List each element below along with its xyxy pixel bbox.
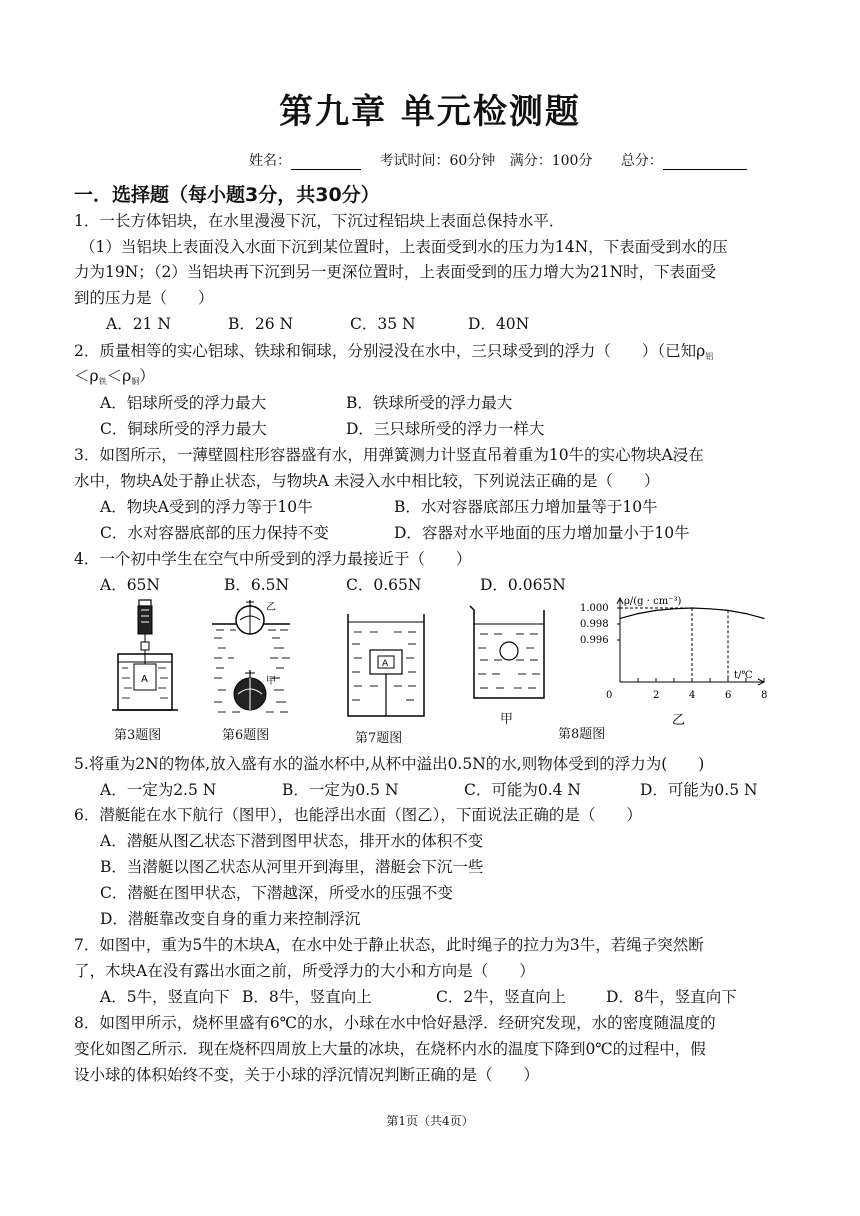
caption-fig6: 第6题图 [222,728,270,743]
caption-yi: 乙 [672,713,686,728]
q3-stem-2: 水中，物块A处于静止状态，与物块A 未浸入水中相比较，下列说法正确的是（ ） [74,472,660,490]
q5-option-d: D．可能为0.5 N [640,781,758,799]
caption-fig7: 第7题图 [355,731,403,746]
exam-time: 考试时间：60分钟 [379,153,496,169]
q1-option-b: B．26 N [228,315,294,333]
full-score: 满分：100分 [509,153,593,169]
data-point [655,610,656,611]
data-point [709,608,710,609]
q4-option-c: C．0.65N [346,576,422,594]
data-point [673,608,674,609]
q2-sub-cu: 铜 [131,377,140,386]
q6-option-a: A．潜艇从图乙状态下潜到图甲状态，排开水的体积不变 [100,832,484,850]
q6-option-c: C．潜艇在图甲状态，下潜越深，所受水的压强不变 [100,884,453,902]
chart-xlabel: t/℃ [734,670,753,681]
q6-option-b: B．当潜艇以图乙状态从河里开到海里，潜艇会下沉一些 [100,858,484,876]
figure-6-label-top: 乙 [266,602,276,613]
q4-option-a: A．65N [100,576,160,594]
figure-6-label-bottom: 甲 [266,676,276,687]
q1-stem-2: （1）当铝块上表面没入水面下沉到某位置时，上表面受到水的压力为14N，下表面受到水的压 [80,238,728,256]
q1-option-a: A．21 N [106,315,171,333]
q2-sub-al: 铝 [705,352,714,361]
q6-option-d: D．潜艇靠改变自身的重力来控制浮沉 [100,910,361,928]
y-tick-label: 0.996 [580,635,609,646]
q7-option-d: D．8牛，竖直向下 [606,988,737,1006]
page-footer: 第1页（共4页） [386,1114,474,1128]
q2-option-b: B．铁球所受的浮力最大 [346,394,513,412]
density-chart [574,592,770,730]
figure-7 [344,612,428,722]
y-tick-label: 1.000 [580,603,609,614]
name-label: 姓名： [249,153,291,169]
q5-option-c: C．可能为0.4 N [464,781,581,799]
q3-option-a: A．物块A受到的浮力等于10牛 [100,498,313,516]
q2-sub-fe: 铁 [98,377,107,386]
data-point [637,613,638,614]
data-point [745,613,746,614]
q3-option-d: D．容器对水平地面的压力增加量小于10牛 [394,524,690,542]
q4-option-b: B．6.5N [224,576,290,594]
page-title: 第九章 单元检测题 [279,92,581,132]
data-point [691,607,692,608]
caption-fig3: 第3题图 [114,728,162,743]
q1-stem-3: 力为19N；（2）当铝块再下沉到另一更深位置时，上表面受到的压力增大为21N时，下表面受 [74,263,717,281]
q7-option-a: A．5牛，竖直向下 [100,988,230,1006]
q6-stem: 6．潜艇能在水下航行（图甲），也能浮出水面（图乙），下面说法正确的是（ ） [74,806,642,824]
figure-3-block-label: A [141,674,148,685]
q2-stem-2c: ） [139,367,155,385]
caption-fig8: 第8题图 [558,727,606,742]
q5-option-a: A．一定为2.5 N [100,781,217,799]
x-tick-label: 0 [606,690,613,701]
x-tick-label: 2 [653,690,660,701]
q5-stem: 5.将重为2N的物体,放入盛有水的溢水杯中,从杯中溢出0.5N的水,则物体受到的浮力为( ) [74,755,705,773]
q2-stem-1-text: 2．质量相等的实心铝球、铁球和铜球，分别浸没在水中，三只球受到的浮力（ ）（已知ρ [74,342,706,360]
data-point [727,610,728,611]
data-point [619,618,620,619]
caption-jia: 甲 [500,712,514,727]
q2-stem-1 [74,341,713,367]
q1-stem-4: 到的压力是（ ） [74,289,214,307]
q4-option-d: D．0.065N [480,576,566,594]
chart-ylabel: ρ/(g · cm⁻³) [624,596,682,607]
y-tick-label: 0.998 [580,619,609,630]
q2-option-a: A．铝球所受的浮力最大 [100,394,267,412]
x-tick-label: 8 [761,690,768,701]
q8-stem-1: 8．如图甲所示，烧杯里盛有6℃的水，小球在水中恰好悬浮．经研究发现，水的密度随温度的 [74,1014,716,1032]
q2-option-d: D．三只球所受的浮力一样大 [346,420,545,438]
q7-option-c: C．2牛，竖直向上 [436,988,567,1006]
total-label: 总分： [620,153,663,169]
q1-stem-1: 1．一长方体铝块，在水里漫漫下沉，下沉过程铝块上表面总保持水平． [74,212,565,230]
q5-option-b: B．一定为0.5 N [282,781,399,799]
q1-option-d: D．40N [468,315,530,333]
x-tick-label: 6 [725,690,732,701]
q2-stem-2b: ＜ρ [106,367,132,385]
figure-6 [210,598,292,720]
q7-stem-1: 7．如图中，重为5牛的木块A，在水中处于静止状态，此时绳子的拉力为3牛，若绳子突然断 [74,936,704,954]
x-tick-label: 4 [689,690,696,701]
q7-option-b: B．8牛，竖直向上 [242,988,372,1006]
q3-stem-1: 3．如图所示，一薄壁圆柱形容器盛有水，用弹簧测力计竖直吊着重为10牛的实心物块A浸在 [74,446,704,464]
figure-7-block-label: A [382,659,389,669]
name-blank[interactable] [291,155,361,170]
exam-info [249,150,747,170]
section-heading: 一．选择题（每小题3分，共30分） [74,184,380,206]
q3-option-c: C．水对容器底部的压力保持不变 [100,524,329,542]
q2-option-c: C．铜球所受的浮力最大 [100,420,267,438]
q8-stem-2: 变化如图乙所示．现在烧杯四周放上大量的冰块，在烧杯内水的温度下降到0℃的过程中，假 [74,1040,706,1058]
q3-option-b: B．水对容器底部压力增加量等于10牛 [394,498,658,516]
data-point [763,618,764,619]
q7-stem-2: 了，木块A在没有露出水面之前，所受浮力的大小和方向是（ ） [74,962,535,980]
q8-stem-3: 设小球的体积始终不变，关于小球的浮沉情况判断正确的是（ ） [74,1066,540,1084]
q2-stem-2a: ＜ρ [74,367,99,385]
q1-option-c: C．35 N [350,315,416,333]
figure-8-beaker [466,604,550,702]
q4-stem: 4．一个初中学生在空气中所受到的浮力最接近于（ ） [74,550,472,568]
figure-3 [110,598,180,718]
q2-stem-2 [74,366,155,392]
total-blank[interactable] [663,155,747,170]
